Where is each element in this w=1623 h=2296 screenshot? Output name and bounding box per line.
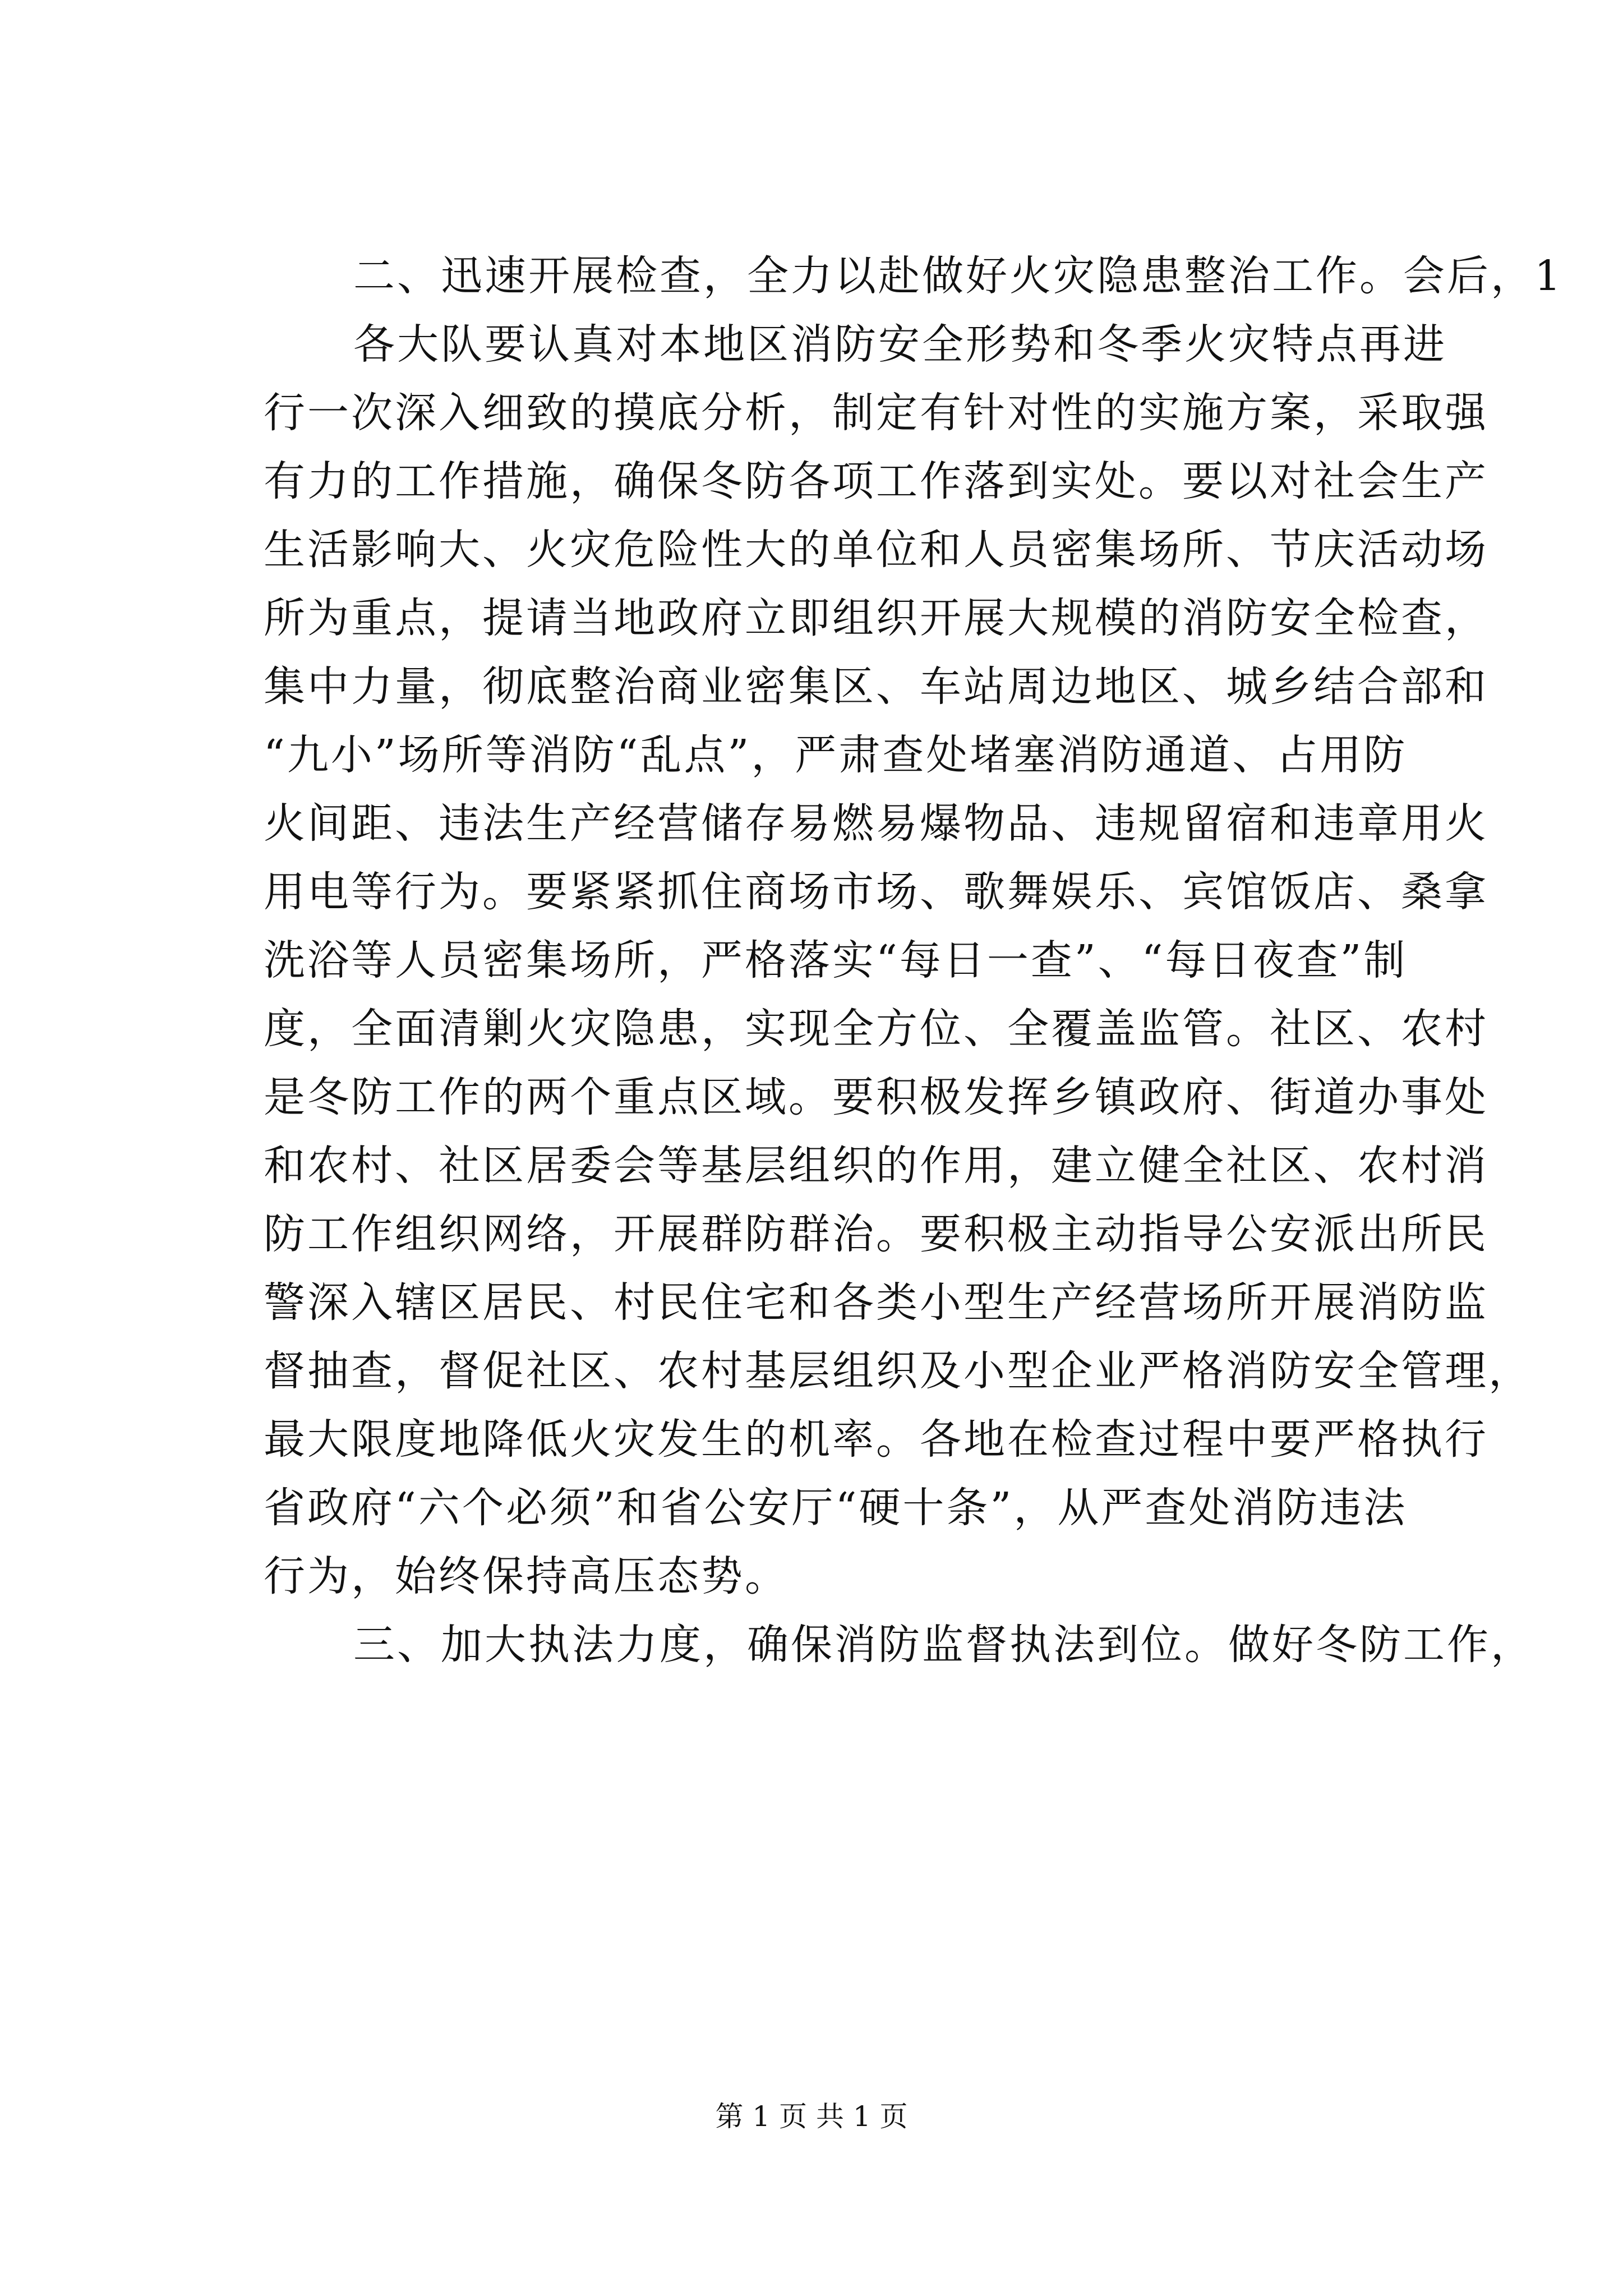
text-line: 用电等行为。要紧紧抓住商场市场、歌舞娱乐、宾馆饭店、桑拿 bbox=[264, 868, 1488, 916]
text-line: 各大队要认真对本地区消防安全形势和冬季火灾特点再进 bbox=[353, 320, 1447, 369]
text-line: 和农村、社区居委会等基层组织的作用，建立健全社区、农村消 bbox=[264, 1142, 1488, 1190]
text-line: 警深入辖区居民、村民住宅和各类小型生产经营场所开展消防监 bbox=[264, 1278, 1488, 1327]
text-line: 督抽查，督促社区、农村基层组织及小型企业严格消防安全管理， bbox=[264, 1347, 1532, 1395]
text-line: 有力的工作措施，确保冬防各项工作落到实处。要以对社会生产 bbox=[264, 457, 1488, 505]
text-line: 行一次深入细致的摸底分析，制定有针对性的实施方案，采取强 bbox=[264, 389, 1488, 437]
text-line: 所为重点，提请当地政府立即组织开展大规模的消防安全检查， bbox=[264, 594, 1488, 642]
text-line: 二、迅速开展检查，全力以赴做好火灾隐患整治工作。会后，1 bbox=[353, 252, 1564, 300]
text-line: 火间距、违法生产经营储存易燃易爆物品、违规留宿和违章用火 bbox=[264, 799, 1488, 848]
text-line: 洗浴等人员密集场所，严格落实“每日一查”、“每日夜查”制 bbox=[264, 936, 1408, 984]
text-line: 最大限度地降低火灾发生的机率。各地在检查过程中要严格执行 bbox=[264, 1415, 1488, 1464]
text-line: “九小”场所等消防“乱点”，严肃查处堵塞消防通道、占用防 bbox=[264, 731, 1408, 779]
text-line: 省政府“六个必须”和省公安厅“硬十条”，从严查处消防违法 bbox=[264, 1484, 1408, 1532]
text-line: 集中力量，彻底整治商业密集区、车站周边地区、城乡结合部和 bbox=[264, 662, 1488, 711]
text-line: 生活影响大、火灾危险性大的单位和人员密集场所、节庆活动场 bbox=[264, 526, 1488, 574]
page-footer: 第 1 页 共 1 页 bbox=[715, 2100, 908, 2133]
text-line: 是冬防工作的两个重点区域。要积极发挥乡镇政府、街道办事处 bbox=[264, 1073, 1488, 1121]
text-line: 三、加大执法力度，确保消防监督执法到位。做好冬防工作， bbox=[353, 1621, 1534, 1669]
text-line: 行为，始终保持高压态势。 bbox=[264, 1552, 789, 1600]
text-line: 防工作组织网络，开展群防群治。要积极主动指导公安派出所民 bbox=[264, 1210, 1488, 1258]
text-line: 度，全面清剿火灾隐患，实现全方位、全覆盖监管。社区、农村 bbox=[264, 1005, 1488, 1053]
